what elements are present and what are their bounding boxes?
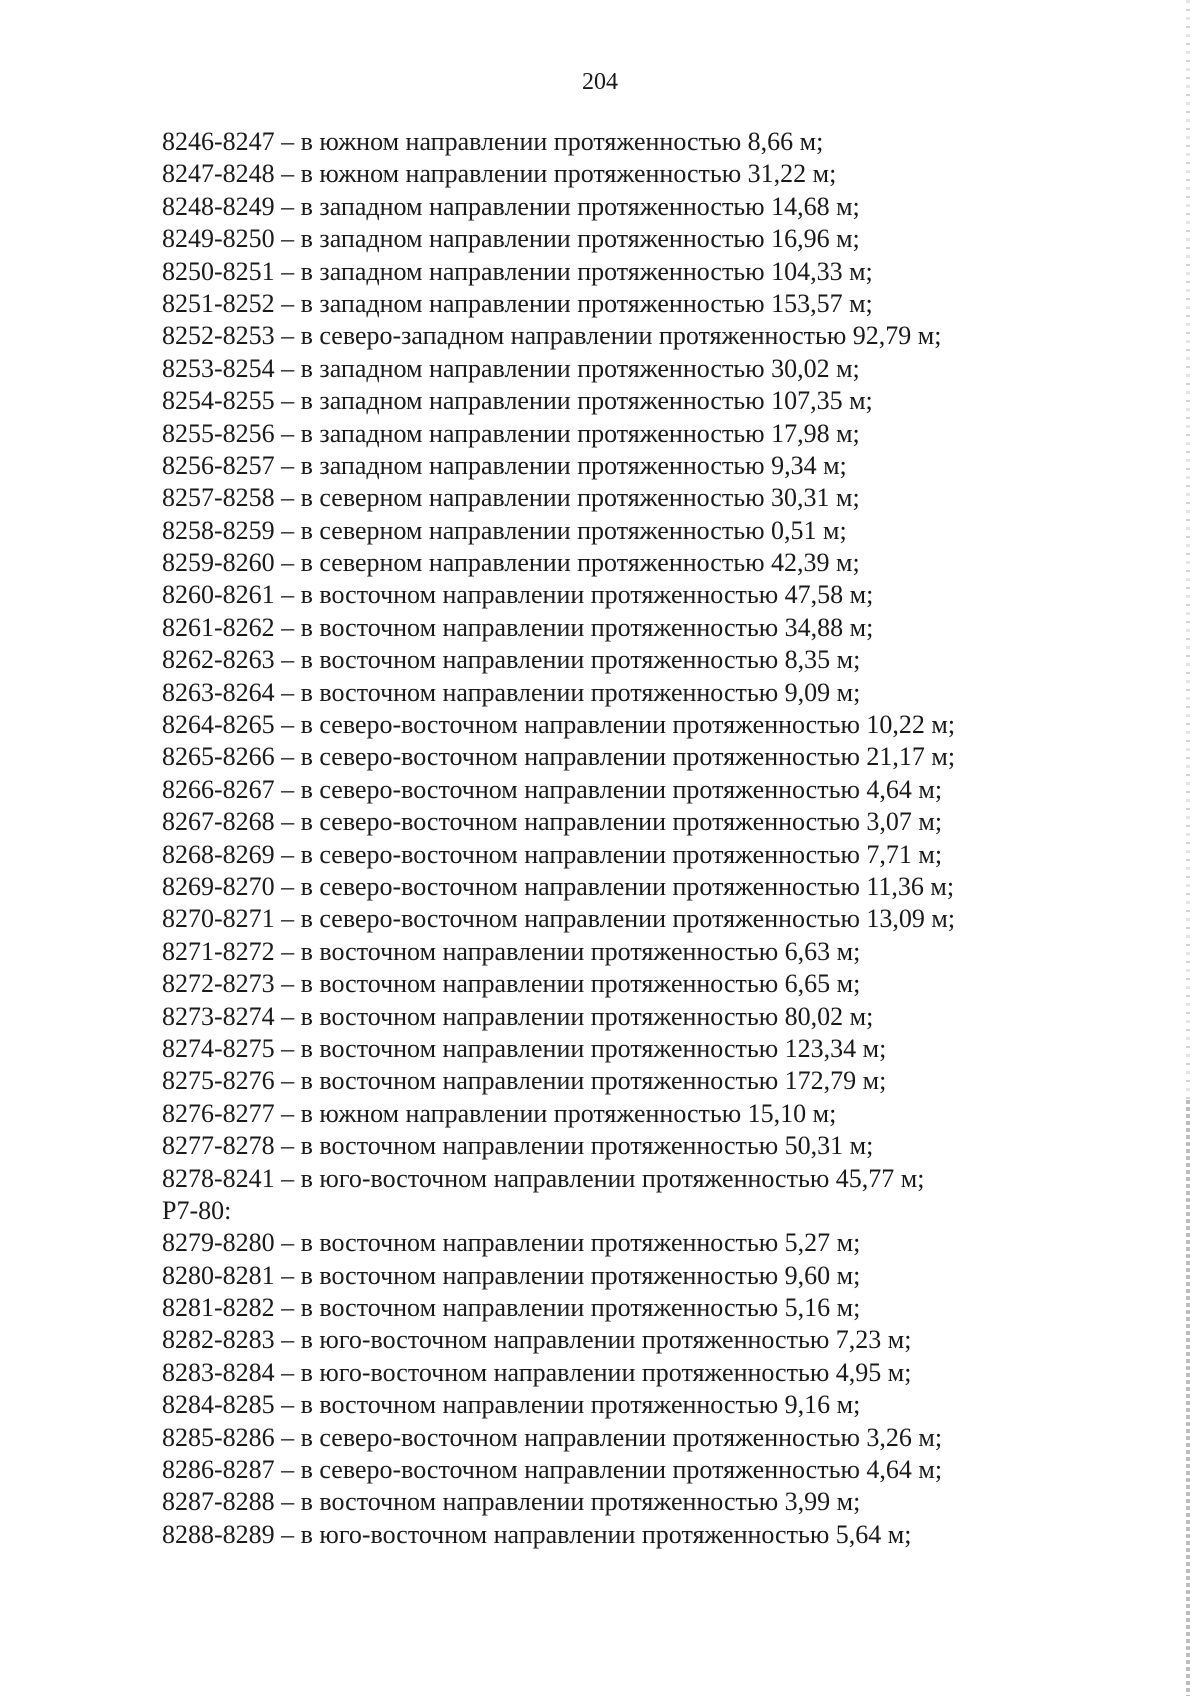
boundary-segment-line: 8247-8248 – в южном направлении протяженностью 31,22 м; (162, 159, 837, 189)
boundary-segment-line: 8275-8276 – в восточном направлении протяженностью 172,79 м; (162, 1066, 887, 1096)
boundary-segment-line: 8287-8288 – в восточном направлении протяженностью 3,99 м; (162, 1487, 861, 1517)
boundary-segment-line: 8282-8283 – в юго-восточном направлении протяженностью 7,23 м; (162, 1325, 912, 1355)
boundary-segment-line: 8274-8275 – в восточном направлении протяженностью 123,34 м; (162, 1033, 887, 1063)
boundary-segment-line: 8259-8260 – в северном направлении протяженностью 42,39 м; (162, 548, 860, 578)
boundary-segment-line: 8269-8270 – в северо-восточном направлении протяженностью 11,36 м; (162, 871, 955, 901)
boundary-segment-line: 8253-8254 – в западном направлении протяженностью 30,02 м; (162, 353, 860, 383)
boundary-segment-line: 8284-8285 – в восточном направлении протяженностью 9,16 м; (162, 1390, 861, 1420)
boundary-segment-line: 8280-8281 – в восточном направлении протяженностью 9,60 м; (162, 1260, 861, 1290)
boundary-segment-line: 8288-8289 – в юго-восточном направлении протяженностью 5,64 м; (162, 1519, 912, 1549)
boundary-segment-line: 8255-8256 – в западном направлении протяженностью 17,98 м; (162, 418, 860, 448)
boundary-segment-line: 8260-8261 – в восточном направлении протяженностью 47,58 м; (162, 580, 874, 610)
boundary-segment-line: 8246-8247 – в южном направлении протяженностью 8,66 м; (162, 127, 824, 156)
boundary-segment-line: 8252-8253 – в северо-западном направлении протяженностью 92,79 м; (162, 321, 942, 351)
boundary-segment-list (162, 126, 1062, 1551)
boundary-segment-line: 8261-8262 – в восточном направлении протяженностью 34,88 м; (162, 612, 874, 642)
boundary-segment-line: 8248-8249 – в западном направлении протяженностью 14,68 м; (162, 191, 860, 221)
boundary-segment-line: 8276-8277 – в южном направлении протяженностью 15,10 м; (162, 1098, 837, 1128)
boundary-segment-line: 8254-8255 – в западном направлении протяженностью 107,35 м; (162, 386, 873, 416)
boundary-segment-line: 8251-8252 – в западном направлении протяженностью 153,57 м; (162, 288, 873, 318)
page-number: 204 (582, 69, 618, 95)
boundary-segment-line: 8265-8266 – в северо-восточном направлении протяженностью 21,17 м; (162, 742, 956, 772)
boundary-segment-line: 8263-8264 – в восточном направлении протяженностью 9,09 м; (162, 677, 861, 707)
boundary-segment-line: 8267-8268 – в северо-восточном направлении протяженностью 3,07 м; (162, 807, 943, 837)
boundary-segment-line: 8278-8241 – в юго-восточном направлении протяженностью 45,77 м; (162, 1163, 925, 1193)
boundary-segment-line: 8270-8271 – в северо-восточном направлении протяженностью 13,09 м; (162, 904, 956, 934)
boundary-segment-line: 8279-8280 – в восточном направлении протяженностью 5,27 м; (162, 1228, 861, 1258)
boundary-segment-line: 8271-8272 – в восточном направлении протяженностью 6,63 м; (162, 936, 861, 966)
boundary-segment-line: 8266-8267 – в северо-восточном направлении протяженностью 4,64 м; (162, 774, 943, 804)
boundary-segment-line: 8250-8251 – в западном направлении протяженностью 104,33 м; (162, 256, 873, 286)
section-heading: Р7-80: (162, 1195, 232, 1225)
boundary-segment-line: 8281-8282 – в восточном направлении протяженностью 5,16 м; (162, 1293, 861, 1323)
boundary-segment-line: 8283-8284 – в юго-восточном направлении протяженностью 4,95 м; (162, 1357, 912, 1387)
boundary-segment-line: 8257-8258 – в северном направлении протяженностью 30,31 м; (162, 483, 860, 513)
boundary-segment-line: 8273-8274 – в восточном направлении протяженностью 80,02 м; (162, 1001, 874, 1031)
boundary-segment-line: 8285-8286 – в северо-восточном направлении протяженностью 3,26 м; (162, 1422, 943, 1452)
boundary-segment-line: 8262-8263 – в восточном направлении протяженностью 8,35 м; (162, 645, 861, 675)
scan-edge-artifact (1186, 1100, 1190, 1696)
boundary-segment-line: 8286-8287 – в северо-восточном направлении протяженностью 4,64 м; (162, 1455, 943, 1485)
boundary-segment-line: 8272-8273 – в восточном направлении протяженностью 6,65 м; (162, 969, 861, 999)
boundary-segment-line: 8256-8257 – в западном направлении протяженностью 9,34 м; (162, 450, 847, 480)
boundary-segment-line: 8258-8259 – в северном направлении протяженностью 0,51 м; (162, 515, 847, 545)
boundary-segment-line: 8264-8265 – в северо-восточном направлении протяженностью 10,22 м; (162, 710, 956, 740)
boundary-segment-line: 8277-8278 – в восточном направлении протяженностью 50,31 м; (162, 1131, 874, 1161)
boundary-segment-line: 8249-8250 – в западном направлении протяженностью 16,96 м; (162, 224, 860, 254)
boundary-segment-line: 8268-8269 – в северо-восточном направлении протяженностью 7,71 м; (162, 839, 943, 869)
